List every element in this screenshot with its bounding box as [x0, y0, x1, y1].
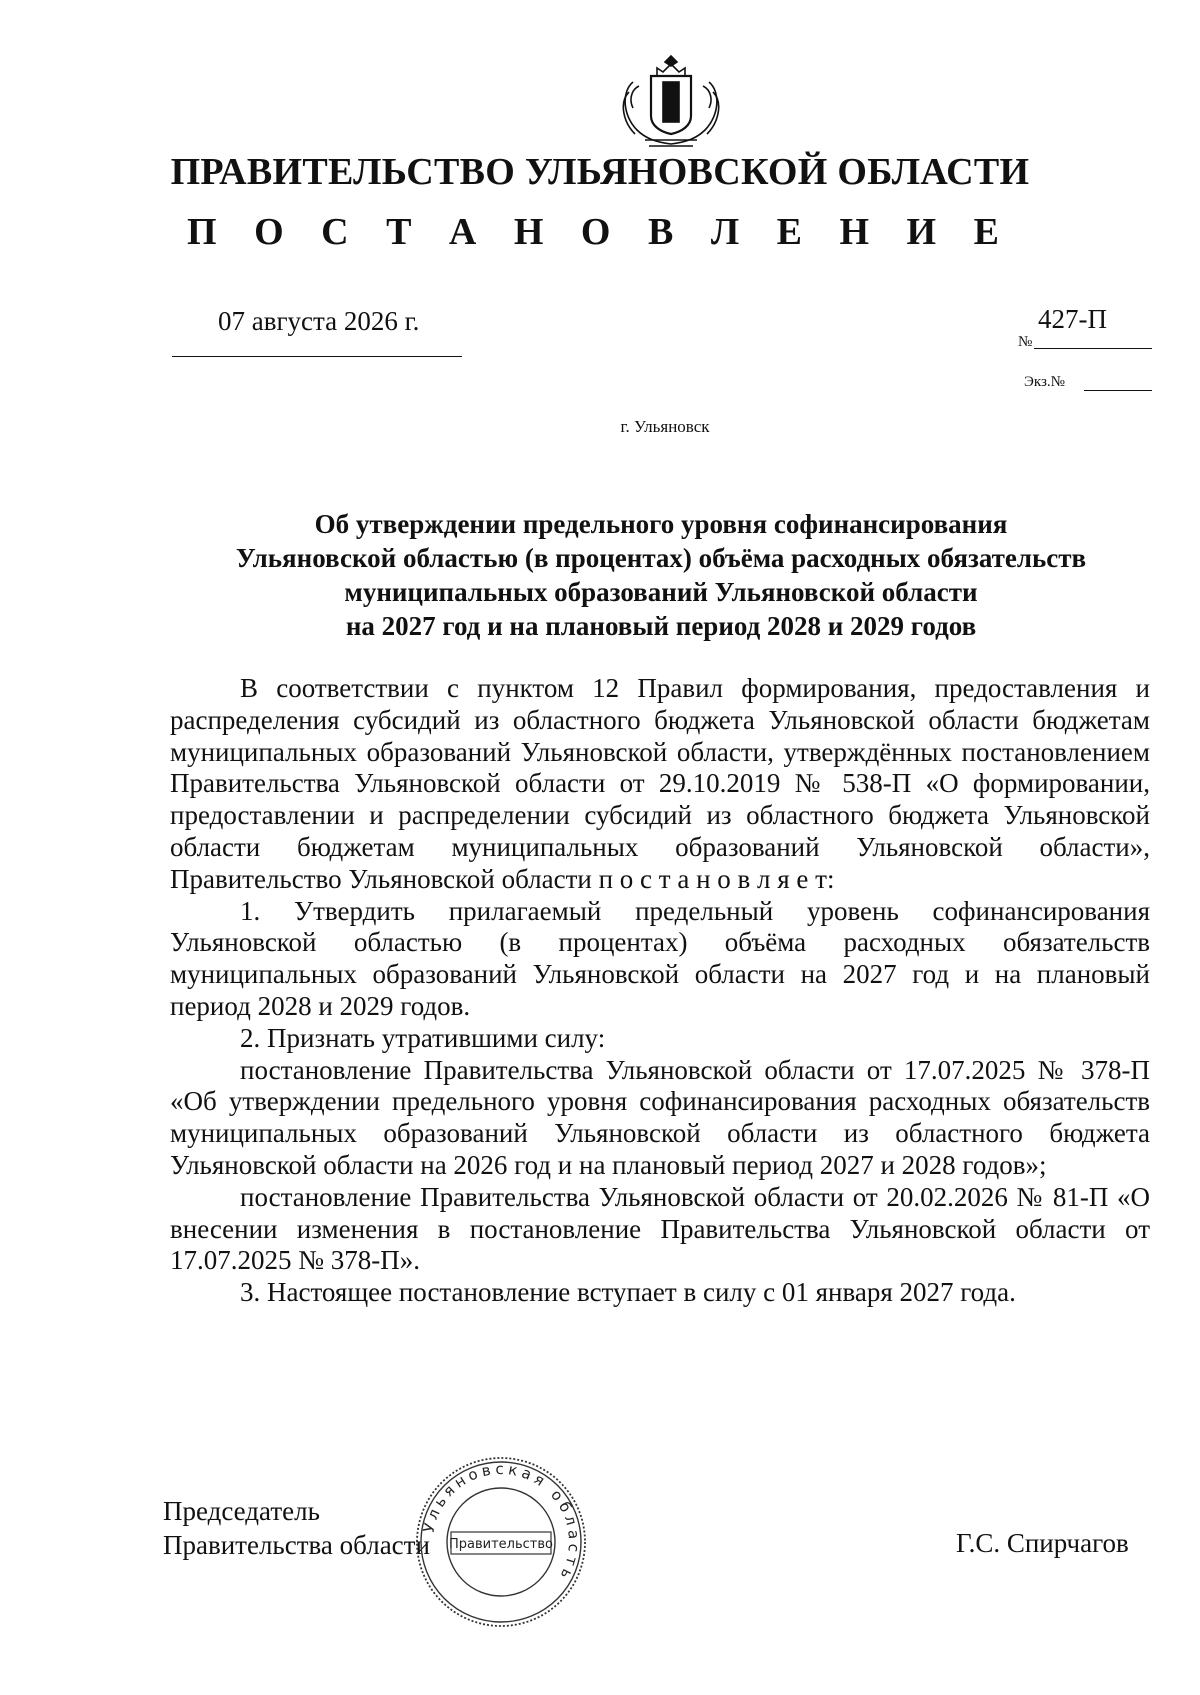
position-line: Председатель: [163, 1496, 320, 1526]
coat-of-arms-icon: [615, 52, 727, 152]
document-type: П О С Т А Н О В Л Е Н И Е: [187, 211, 1013, 253]
signatory-name: Г.С. Спирчагов: [956, 1528, 1129, 1558]
copy-number-label: Экз.№: [1024, 374, 1065, 390]
document-number: 427-П: [1038, 304, 1107, 334]
heading-line: Ульяновской областью (в процентах) объёма расходных обязательств: [235, 543, 1087, 573]
document-body: [170, 673, 1150, 1309]
date-underline: [172, 356, 462, 357]
heading-line: Об утверждении предельного уровня софинансирования: [314, 509, 1008, 539]
document-heading: [170, 507, 1152, 643]
heading-line: муниципальных образований Ульяновской области: [344, 577, 978, 607]
item-2-paragraph: 2. Признать утратившими силу:: [240, 1022, 606, 1053]
seal-outer-text: Ульяновская область: [419, 1459, 584, 1586]
city: г. Ульяновск: [620, 417, 710, 436]
item-2b-paragraph: постановление Правительства Ульяновской области от 20.02.2026 № 81-П «О внесении изменения в постановление Правительства Ульяновской области от 17.07.2025 № 378-П».: [170, 1181, 1150, 1276]
item-1-paragraph: 1. Утвердить прилагаемый предельный уровень софинансирования Ульяновской областью (в процентах) объёма расходных обязательств муниципальных образований Ульяновской области на 2027 год и на плановый период 2028 и 2029 годов.: [170, 895, 1150, 1021]
svg-text:Ульяновская область: [420, 1460, 584, 1586]
preamble-paragraph: В соответствии с пунктом 12 Правил формирования, предоставления и распределения субсидий из областного бюджета Ульяновской области бюджетам муниципальных образований Ульяновской области, утверждённых постановлением Правительства Ульяновской области от 29.10.2019 № 538-П «О формировании, предоставлении и распределении субсидий из областного бюджета Ульяновской области бюджетам муниципальных образований Ульяновской области», Правительство Ульяновской области п о с т а н о в л я е т:: [170, 673, 1150, 894]
copy-number-line: [1084, 390, 1152, 391]
number-underline: [1034, 348, 1152, 349]
item-3-paragraph: 3. Настоящее постановление вступает в силу с 01 января 2027 года.: [240, 1277, 1016, 1308]
signatory-position: [163, 1494, 430, 1562]
number-sign: №: [1018, 334, 1033, 350]
heading-line: на 2027 год и на плановый период 2028 и 2029 годов: [345, 611, 977, 641]
position-line: Правительства области: [163, 1530, 430, 1560]
item-2a-paragraph: постановление Правительства Ульяновской области от 17.07.2025 № 378-П «Об утверждении предельного уровня софинансирования расходных обязательств муниципальных образований Ульяновской области из областного бюджета Ульяновской области на 2026 год и на плановый период 2027 и 2028 годов»;: [170, 1054, 1150, 1180]
seal-center-text: Правительство: [449, 1537, 553, 1552]
official-seal-stamp: [415, 1456, 587, 1628]
organization-title: ПРАВИТЕЛЬСТВО УЛЬЯНОВСКОЙ ОБЛАСТИ: [170, 151, 1030, 193]
document-date: 07 августа 2026 г.: [218, 306, 420, 336]
